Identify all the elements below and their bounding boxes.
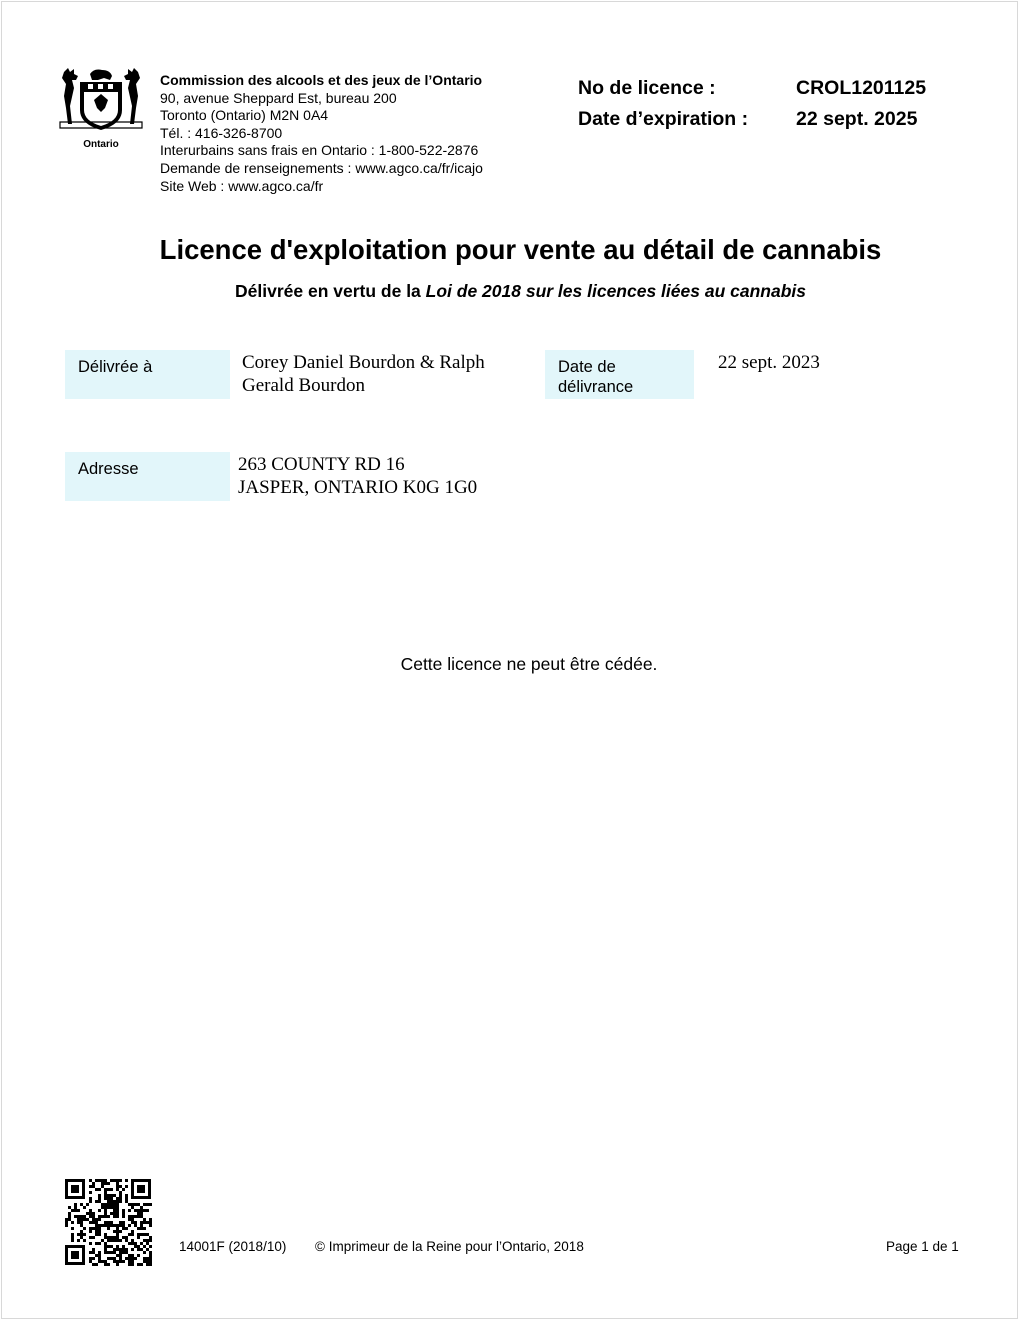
address-line: Toronto (Ontario) M2N 0A4: [160, 107, 329, 124]
license-number-value: CROL1201125: [796, 77, 927, 99]
document-subtitle: [0, 281, 1021, 302]
toll-free-line: Interurbains sans frais en Ontario : 1-800-522-2876: [160, 142, 479, 159]
issue-date-value: 22 sept. 2023: [718, 352, 820, 373]
expiry-date-label: Date d’expiration :: [578, 108, 749, 130]
expiry-date-value: 22 sept. 2025: [796, 108, 918, 130]
license-info: [578, 73, 926, 135]
issue-date-label: [545, 350, 694, 399]
act-name: Loi de 2018 sur les licences liées au cannabis: [425, 281, 806, 301]
address-line-1: 263 COUNTY RD 16: [238, 454, 405, 475]
issued-to-label-text: Délivrée à: [78, 358, 153, 376]
issued-to-label: [65, 350, 230, 399]
qr-code: [64, 1178, 152, 1266]
inquiries-link[interactable]: Demande de renseignements : www.agco.ca/fr/icajo: [160, 159, 483, 176]
form-number: 14001F (2018/10): [179, 1239, 287, 1254]
copyright-notice: © Imprimeur de la Reine pour l’Ontario, 2018: [315, 1239, 584, 1254]
organization-address-block: [160, 72, 483, 195]
license-number-label: No de licence :: [578, 77, 716, 99]
ontario-coat-of-arms-logo: [58, 66, 144, 152]
issued-to-value: Corey Daniel Bourdon & Ralph Gerald Bourdon: [242, 352, 485, 396]
document-title: Licence d'exploitation pour vente au détail de cannabis: [159, 234, 882, 265]
organization-name: Commission des alcools et des jeux de l’Ontario: [160, 72, 483, 88]
phone-line: Tél. : 416-326-8700: [160, 124, 283, 141]
subtitle-prefix: Délivrée en vertu de la: [235, 281, 426, 301]
address-label-text: Adresse: [78, 460, 139, 478]
address-label: [65, 452, 230, 501]
issue-date-label-text: Date de délivrance: [558, 358, 634, 396]
non-transferable-notice: Cette licence ne peut être cédée.: [400, 654, 658, 674]
page-number: Page 1 de 1: [886, 1239, 959, 1254]
address-line-2: JASPER, ONTARIO K0G 1G0: [238, 477, 478, 498]
address-line: 90, avenue Sheppard Est, bureau 200: [160, 89, 397, 106]
svg-text:Ontario: Ontario: [83, 139, 119, 150]
address-value: [238, 453, 477, 499]
website-link[interactable]: Site Web : www.agco.ca/fr: [160, 177, 324, 194]
